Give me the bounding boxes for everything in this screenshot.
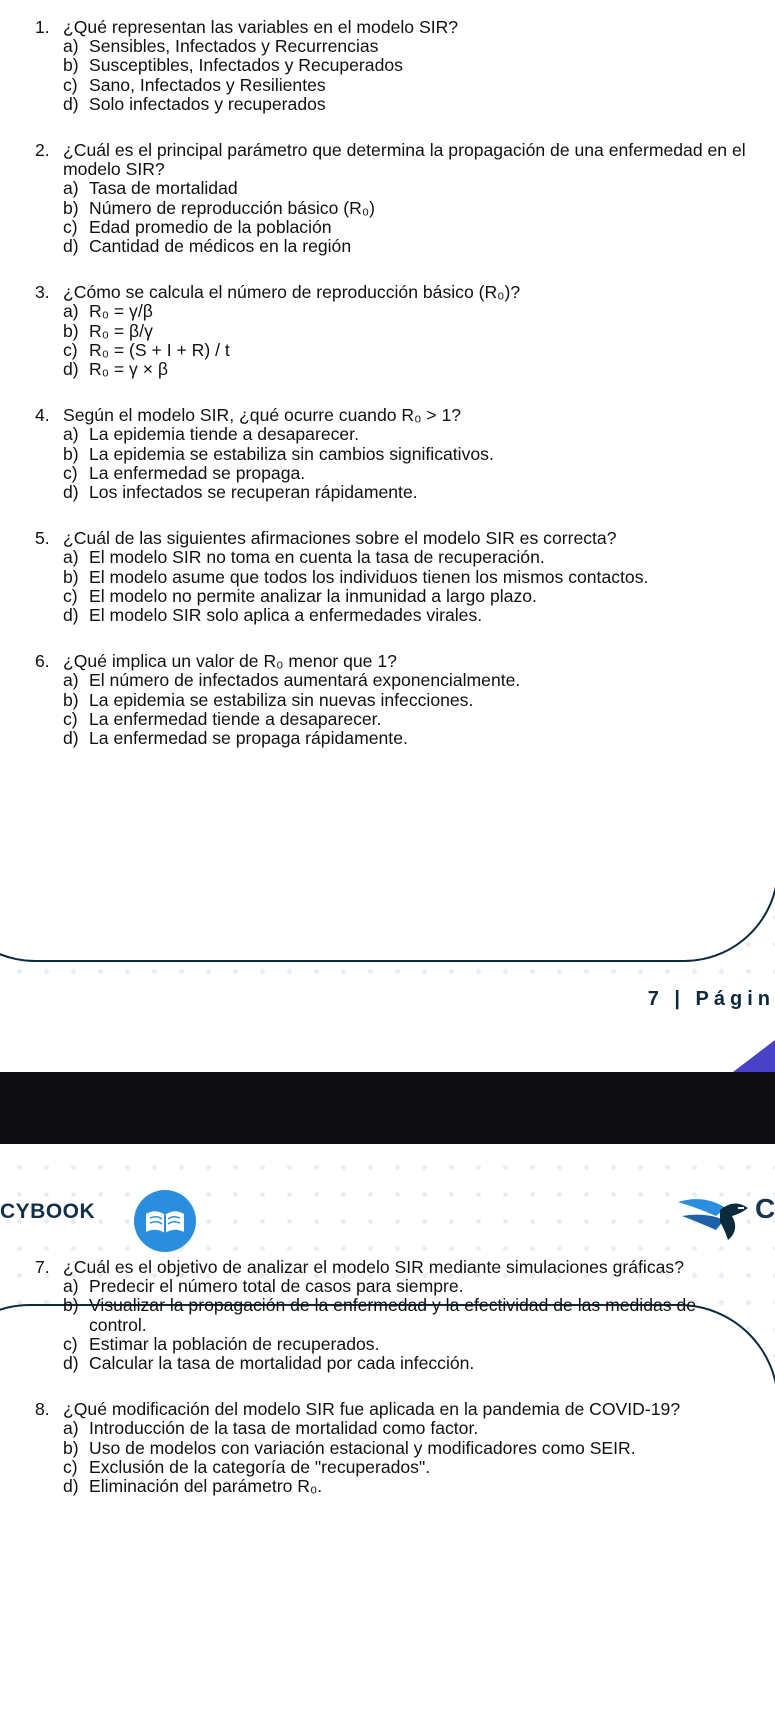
option-letter: a): [63, 670, 79, 691]
option-text: La epidemia se estabiliza sin nuevas infecciones.: [89, 689, 474, 710]
answer-options: [0, 302, 775, 379]
option-letter: c): [63, 1333, 78, 1354]
answer-option: [63, 464, 749, 483]
option-letter: d): [63, 482, 79, 503]
option-text: R₀ = γ/β: [89, 301, 153, 322]
option-letter: a): [63, 178, 79, 199]
answer-options: [0, 548, 775, 625]
question-number: 6.: [35, 651, 50, 672]
option-text: El número de infectados aumentará exponencialmente.: [89, 670, 521, 691]
answer-option: [63, 691, 749, 710]
question-5: [0, 529, 775, 625]
option-letter: d): [63, 236, 79, 257]
option-text: Los infectados se recuperan rápidamente.: [89, 482, 418, 503]
option-letter: b): [63, 1295, 79, 1316]
answer-option: [63, 548, 749, 567]
option-letter: d): [63, 605, 79, 626]
question-number: 2.: [35, 140, 50, 161]
option-text: Sensibles, Infectados y Recurrencias: [89, 36, 379, 57]
page-number: 7 | Págin: [647, 988, 775, 1010]
question-text: ¿Qué representan las variables en el modelo SIR?: [63, 17, 459, 37]
option-letter: a): [63, 1276, 79, 1297]
option-text: Uso de modelos con variación estacional y modificadores como SEIR.: [89, 1437, 636, 1458]
answer-option: [63, 179, 749, 198]
option-text: Exclusión de la categoría de "recuperados".: [89, 1456, 431, 1477]
answer-option: [63, 587, 749, 606]
question-text: ¿Cuál es el objetivo de analizar el modelo SIR mediante simulaciones gráficas?: [63, 1257, 684, 1277]
answer-option: [63, 1477, 749, 1496]
option-text: La epidemia tiende a desaparecer.: [89, 424, 359, 445]
option-letter: a): [63, 1418, 79, 1439]
option-text: La enfermedad se propaga.: [89, 462, 306, 483]
answer-options: [0, 37, 775, 114]
option-letter: d): [63, 359, 79, 380]
option-letter: b): [63, 443, 79, 464]
question-number: 1.: [35, 17, 50, 37]
option-text: El modelo SIR solo aplica a enfermedades virales.: [89, 605, 483, 626]
answer-option: [63, 56, 749, 75]
answer-option: [63, 341, 749, 360]
answer-option: [63, 671, 749, 690]
question-8: [0, 1400, 775, 1496]
answer-option: [63, 76, 749, 95]
answer-option: [63, 729, 749, 748]
option-text: Introducción de la tasa de mortalidad como factor.: [89, 1418, 479, 1439]
question-2: [0, 141, 775, 256]
answer-option: [63, 1296, 749, 1334]
answer-option: [63, 445, 749, 464]
option-text: Tasa de mortalidad: [89, 178, 238, 199]
question-4: [0, 406, 775, 502]
answer-options: [0, 1419, 775, 1496]
option-letter: b): [63, 566, 79, 587]
option-letter: b): [63, 55, 79, 76]
answer-option: [63, 95, 749, 114]
question-row: [0, 18, 775, 37]
option-letter: c): [63, 462, 78, 483]
answer-options: [0, 425, 775, 502]
question-number: 4.: [35, 405, 50, 426]
option-letter: b): [63, 689, 79, 710]
answer-option: [63, 218, 749, 237]
option-text: La enfermedad se propaga rápidamente.: [89, 728, 408, 749]
option-letter: c): [63, 74, 78, 95]
option-letter: a): [63, 547, 79, 568]
option-letter: d): [63, 93, 79, 114]
answer-option: [63, 1419, 749, 1438]
answer-option: [63, 1458, 749, 1477]
option-text: La enfermedad tiende a desaparecer.: [89, 708, 382, 729]
option-letter: a): [63, 36, 79, 57]
option-text: R₀ = β/γ: [89, 320, 153, 341]
option-text: Edad promedio de la población: [89, 216, 332, 237]
option-text: El modelo asume que todos los individuos tienen los mismos contactos.: [89, 566, 649, 587]
question-6: [0, 652, 775, 748]
answer-option: [63, 1335, 749, 1354]
question-number: 3.: [35, 282, 50, 303]
question-text: ¿Cuál es el principal parámetro que determina la propagación de una enfermedad en el modelo SIR?: [63, 140, 746, 180]
option-letter: a): [63, 424, 79, 445]
question-text: ¿Qué modificación del modelo SIR fue aplicada en la pandemia de COVID-19?: [63, 1399, 681, 1420]
question-text: Según el modelo SIR, ¿qué ocurre cuando R₀ > 1?: [63, 405, 462, 426]
option-text: Susceptibles, Infectados y Recuperados: [89, 55, 403, 76]
option-text: R₀ = γ × β: [89, 359, 169, 380]
answer-option: [63, 1439, 749, 1458]
answer-option: [63, 606, 749, 625]
corner-decoration: [733, 1040, 775, 1072]
option-letter: c): [63, 1456, 78, 1477]
answer-options: [0, 1277, 775, 1373]
open-book-logo-icon: [134, 1190, 196, 1252]
brand-name: CYBOOK: [0, 1200, 96, 1223]
question-row: [0, 283, 775, 302]
question-row: [0, 529, 775, 548]
answer-option: [63, 322, 749, 341]
page-separator-band: [0, 1072, 775, 1144]
option-text: R₀ = (S + I + R) / t: [89, 339, 230, 360]
answer-option: [63, 37, 749, 56]
option-text: El modelo SIR no toma en cuenta la tasa de recuperación.: [89, 547, 545, 568]
question-text: ¿Qué implica un valor de R₀ menor que 1?: [63, 651, 397, 672]
option-text: Estimar la población de recuperados.: [89, 1333, 380, 1354]
question-row: [0, 652, 775, 671]
answer-option: [63, 302, 749, 321]
option-letter: a): [63, 301, 79, 322]
option-text: La epidemia se estabiliza sin cambios significativos.: [89, 443, 494, 464]
option-text: Número de reproducción básico (R₀): [89, 197, 375, 218]
question-row: [0, 406, 775, 425]
option-letter: b): [63, 320, 79, 341]
option-text: Predecir el número total de casos para siempre.: [89, 1276, 464, 1297]
question-3: [0, 283, 775, 379]
option-letter: b): [63, 197, 79, 218]
question-number: 5.: [35, 528, 50, 549]
option-text: Sano, Infectados y Resilientes: [89, 74, 326, 95]
option-letter: d): [63, 1476, 79, 1497]
option-text: Visualizar la propagación de la enfermedad y la efectividad de las medidas de control.: [89, 1295, 697, 1335]
option-letter: c): [63, 339, 78, 360]
option-letter: d): [63, 728, 79, 749]
answer-option: [63, 237, 749, 256]
answer-option: [63, 360, 749, 379]
answer-option: [63, 1354, 749, 1373]
brand-letter: C: [755, 1193, 775, 1224]
option-letter: d): [63, 1353, 79, 1374]
answer-option: [63, 425, 749, 444]
question-list-bottom: [0, 1258, 775, 1523]
answer-option: [63, 710, 749, 729]
option-text: Solo infectados y recuperados: [89, 93, 326, 114]
question-1: [0, 18, 775, 114]
option-text: Calcular la tasa de mortalidad por cada infección.: [89, 1353, 475, 1374]
answer-options: [0, 179, 775, 256]
option-text: El modelo no permite analizar la inmunidad a largo plazo.: [89, 585, 537, 606]
question-row: [0, 1400, 775, 1419]
question-text: ¿Cómo se calcula el número de reproducción básico (R₀)?: [63, 282, 521, 303]
option-letter: c): [63, 708, 78, 729]
option-text: Eliminación del parámetro R₀.: [89, 1476, 323, 1497]
answer-option: [63, 199, 749, 218]
answer-option: [63, 1277, 749, 1296]
question-7: [0, 1258, 775, 1373]
question-text: ¿Cuál de las siguientes afirmaciones sobre el modelo SIR es correcta?: [63, 528, 617, 549]
option-letter: b): [63, 1437, 79, 1458]
answer-option: [63, 568, 749, 587]
answer-options: [0, 671, 775, 748]
answer-option: [63, 483, 749, 502]
option-letter: c): [63, 585, 78, 606]
question-number: 7.: [35, 1257, 50, 1277]
question-list-top: [0, 18, 775, 775]
question-row: [0, 141, 775, 179]
bird-logo-icon: [676, 1190, 756, 1250]
question-number: 8.: [35, 1399, 50, 1420]
option-letter: c): [63, 216, 78, 237]
question-row: [0, 1258, 775, 1277]
option-text: Cantidad de médicos en la región: [89, 236, 352, 257]
